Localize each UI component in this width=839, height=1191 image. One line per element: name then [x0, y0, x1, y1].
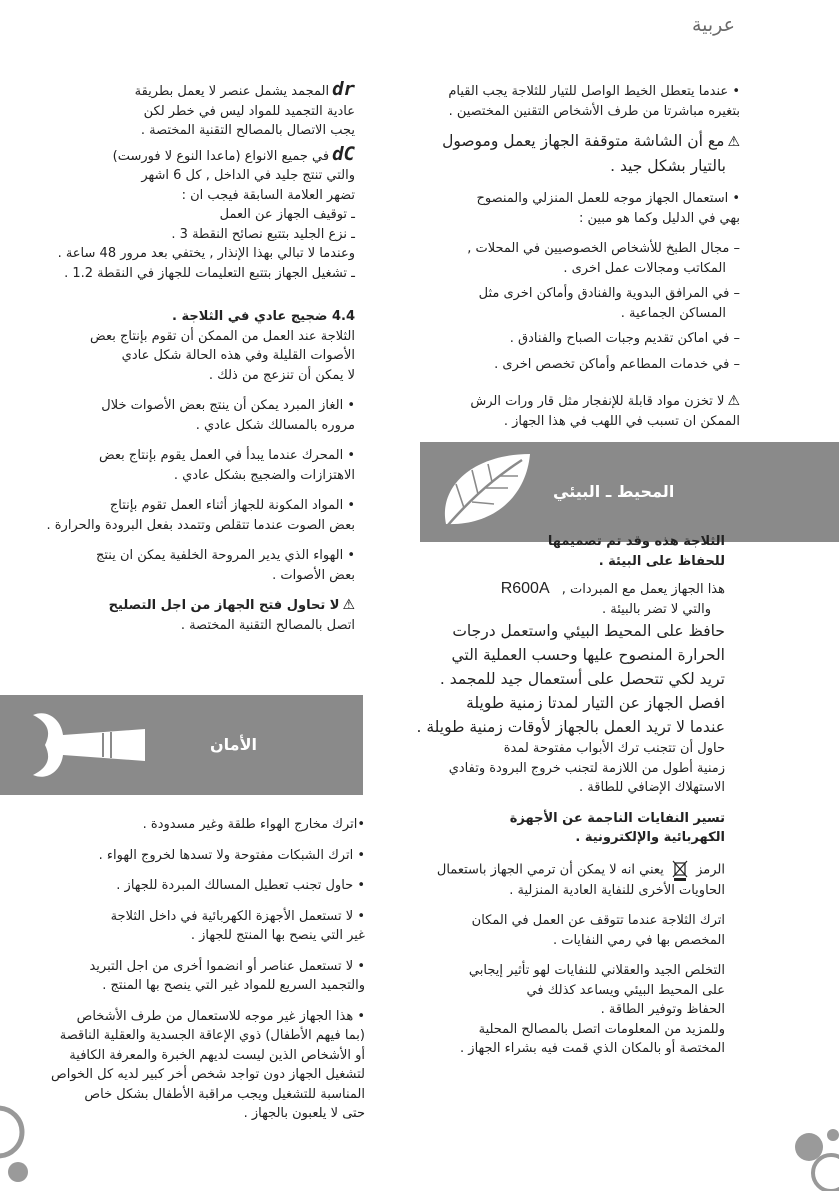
env-heading: للحفاظ على البيئة . [598, 553, 725, 569]
env-line: افصل الجهاز عن التيار لمدتا زمنية طويلة [466, 694, 725, 712]
list-item: بتغيره مباشرتا من طرف الأشخاص التقنين المختصين . [448, 103, 740, 119]
list-item: • لا تستعمل الأجهزة الكهربائية في داخل الثلاجة [110, 908, 365, 924]
dr-line: drالمجمد يشمل عنصر لا يعمل بطريقة [134, 78, 355, 100]
use-item: – في خدمات المطاعم وأماكن تخصص اخرى . [494, 356, 740, 372]
text-line: الممكن ان تسبب في اللهب في هذا الجهاز . [503, 413, 740, 429]
corner-circles-right [789, 1121, 839, 1191]
list-item: • حاول تجنب تعطيل المسالك المبردة للجهاز . [116, 878, 365, 893]
env-line: حافظ على المحيط البيئي واستعمل درجات [452, 622, 725, 640]
text-line: اتصل بالمصالح التقنية المختصة . [180, 617, 355, 633]
dc-code: dC [332, 142, 355, 165]
text-line: الحاويات الأخرى للنفاية العادية المنزلية . [509, 882, 725, 898]
text-line: اترك الثلاجة عندما تتوقف عن العمل في المكان [471, 913, 725, 928]
use-item: – في المرافق البدوية والفنادق وأماكن اخرى مثل [478, 286, 740, 301]
text-line: يجب الاتصال بالمصالح التقنية المختصة . [140, 123, 355, 138]
text-line: الأصوات القليلة وفي هذه الحالة شكل عادي [121, 348, 355, 363]
list-item: • المواد المكونة للجهاز أثناء العمل تقوم بإنتاج [109, 498, 355, 513]
text-line: وعندما لا تبالي بهذا الإنذار , يختفي بعد مرور 48 ساعة . [57, 246, 355, 261]
text-line: والتي تنتج جليد في الداخل , كل 6 اشهر [141, 168, 355, 183]
screen-warning: ⚠مع أن الشاشة متوقفة الجهاز يعمل وموصول [442, 132, 740, 150]
environment-band [420, 442, 839, 542]
safety-band [0, 695, 363, 795]
list-item: • اترك الشبكات مفتوحة ولا تسدها لخروج الهواء . [98, 847, 365, 863]
text-line: الثلاجة عند العمل من الممكن أن تقوم بإنتاج بعض [90, 328, 355, 344]
list-item: بعض الأصوات . [272, 567, 355, 583]
list-item: • استعمال الجهاز موجه للعمل المنزلي والمنصوح [476, 191, 740, 206]
list-item: • هذا الجهاز غير موجه للاستعمال من طرف الأشخاص [76, 1008, 365, 1024]
use-item: – في اماكن تقديم وجبات الصباح والفنادق . [509, 331, 740, 346]
wrench-icon [25, 695, 150, 795]
text-line: زمنية أطول من اللازمة لتجنب خروج البرودة وتفادي [448, 760, 725, 776]
list-item: أو الأشخاص الذين ليست لديهم الخبرة والمعرفة الكافية [69, 1047, 365, 1063]
text-line: المخصص بها في رمي النفايات . [552, 932, 725, 948]
refrigerant-code: R600A [500, 580, 550, 597]
dr-code: dr [332, 78, 355, 100]
waste-heading: الكهربائية والإلكترونية . [575, 830, 725, 845]
text-line: حاول أن تتجنب ترك الأبواب مفتوحة لمدة [503, 741, 725, 756]
list-item: الاهتزازات والضجيج بشكل عادي . [173, 467, 355, 483]
list-item: لتشغيل الجهاز دون تواجد شخص أخر كبير لديه كل الخواص [51, 1067, 365, 1082]
repair-warning: ⚠لا تحاول فتح الجهاز من اجل التصليح [108, 597, 355, 613]
list-item: والتجميد السريع للمواد غير التي ينصح بها المنتج . [102, 978, 365, 993]
list-item: •اترك مخارج الهواء طلقة وغير مسدودة . [142, 817, 365, 832]
text-line: بالتيار بشكل جيد . [610, 157, 726, 175]
env-heading: الثلاجة هذه وقد تم تصميمها [547, 534, 725, 549]
list-item: بهي في الدليل وكما هو مبين : [578, 210, 740, 226]
list-item: • الهواء الذي يدير المروحة الخلفية يمكن ان ينتج [95, 548, 355, 563]
env-line: عندما لا تريد العمل بالجهاز لأوقات زمنية طويلة . [416, 718, 725, 736]
list-item: • لا تستعمل عناصر أو انضموا أخرى من اجل التبريد [89, 958, 365, 974]
use-item: المساكن الجماعية . [620, 305, 726, 321]
explosive-warning: ⚠لا تخزن مواد قابلة للإنفجار مثل قار ورات الرش [470, 393, 740, 409]
list-item: • الغاز المبرد يمكن أن ينتج بعض الأصوات خلال [101, 398, 355, 413]
warning-icon: ⚠ [342, 597, 355, 613]
waste-heading: تسير النفايات الناجمة عن الأجهزة [509, 810, 725, 826]
text-line: والتي لا تضر بالبيئة . [601, 601, 711, 617]
environment-section [405, 532, 725, 1059]
warning-icon: ⚠ [727, 393, 740, 409]
list-item: المناسبة للتشغيل ويجب مراقبة الأطفال بشكل خاص [84, 1086, 365, 1102]
text-line: لا يمكن أن تنزعج من ذلك . [208, 367, 355, 383]
list-item: بعض الصوت عندما تتقلص وتتمدد بفعل البرودة والحرارة . [46, 517, 355, 533]
list-item: (بما فيهم الأطفال) ذوي الإعاقة الجسدية والعقلية الناقصة [59, 1028, 365, 1043]
text-line: عادية التجميد للمواد ليس في خطر لكن [143, 103, 355, 119]
use-item: – مجال الطبخ للأشخاص الخصوصيين في المحلات , [467, 241, 740, 256]
text-line: الحفاظ وتوفير الطاقة . [600, 1002, 725, 1017]
text-line: ـ توقيف الجهاز عن العمل [219, 207, 355, 222]
list-item: حتى لا يلعبون بالجهاز . [243, 1106, 365, 1121]
text-line: على المحيط البيئي ويساعد كذلك في [526, 982, 725, 998]
waste-symbol-line: الرمز يعني انه لا يمكن أن ترمي الجهاز باستعمال [405, 859, 725, 881]
warning-icon: ⚠ [727, 134, 740, 150]
env-line: الحرارة المنصوح عليها وحسب العملية التي [451, 646, 725, 664]
left-column [40, 80, 355, 635]
list-item: مروره بالمسالك شكل عادي . [195, 417, 355, 433]
safety-title: الأمان [210, 735, 257, 754]
text-line: التخلص الجيد والعقلاني للنفايات لهو تأثير إيجابي [468, 963, 725, 978]
text-line: المختصة أو بالمكان الذي قمت فيه بشراء الجهاز . [460, 1041, 725, 1056]
text-line: وللمزيد من المعلومات اتصل بالمصالح المحلية [478, 1021, 725, 1037]
text-line: الاستهلاك الإضافي للطاقة . [579, 780, 725, 795]
corner-circles-left [0, 1096, 40, 1191]
env-line: تريد لكي تتحصل على أستعمال جيد للمجمد . [439, 670, 725, 688]
environment-title: المحيط ـ البيئي [553, 482, 675, 501]
text-line: ـ تشغيل الجهاز بتتبع التعليمات للجهاز في النقطة 1.2 . [64, 265, 355, 281]
list-item: غير التي ينصح بها المنتج للجهاز . [190, 928, 365, 943]
text-line: تضهر العلامة السابقة فيجب ان : [181, 187, 355, 203]
right-column [440, 82, 740, 431]
section-title-noise: 4.4 ضجيج عادي في الثلاجة . [172, 309, 355, 324]
use-item: المكاتب ومجالات عمل اخرى . [563, 260, 726, 276]
crossed-bin-icon [671, 859, 689, 881]
list-item: • المحرك عندما يبدأ في العمل يقوم بإنتاج بعض [98, 448, 355, 463]
leaf-icon [428, 442, 538, 542]
safety-list [40, 815, 365, 1124]
list-item: • عندما يتعطل الخيط الواصل للتيار للثلاجة يجب القيام [448, 84, 740, 99]
language-label: عربية [691, 14, 735, 36]
dc-line: dCفي جميع الانواع (ماعدا النوع لا فورست) [112, 142, 355, 165]
text-line: ـ نزع الجليد بتتبع نصائح النقطة 3 . [171, 226, 355, 242]
refrigerant-line: هذا الجهاز يعمل مع المبردات , R600A [500, 580, 725, 597]
